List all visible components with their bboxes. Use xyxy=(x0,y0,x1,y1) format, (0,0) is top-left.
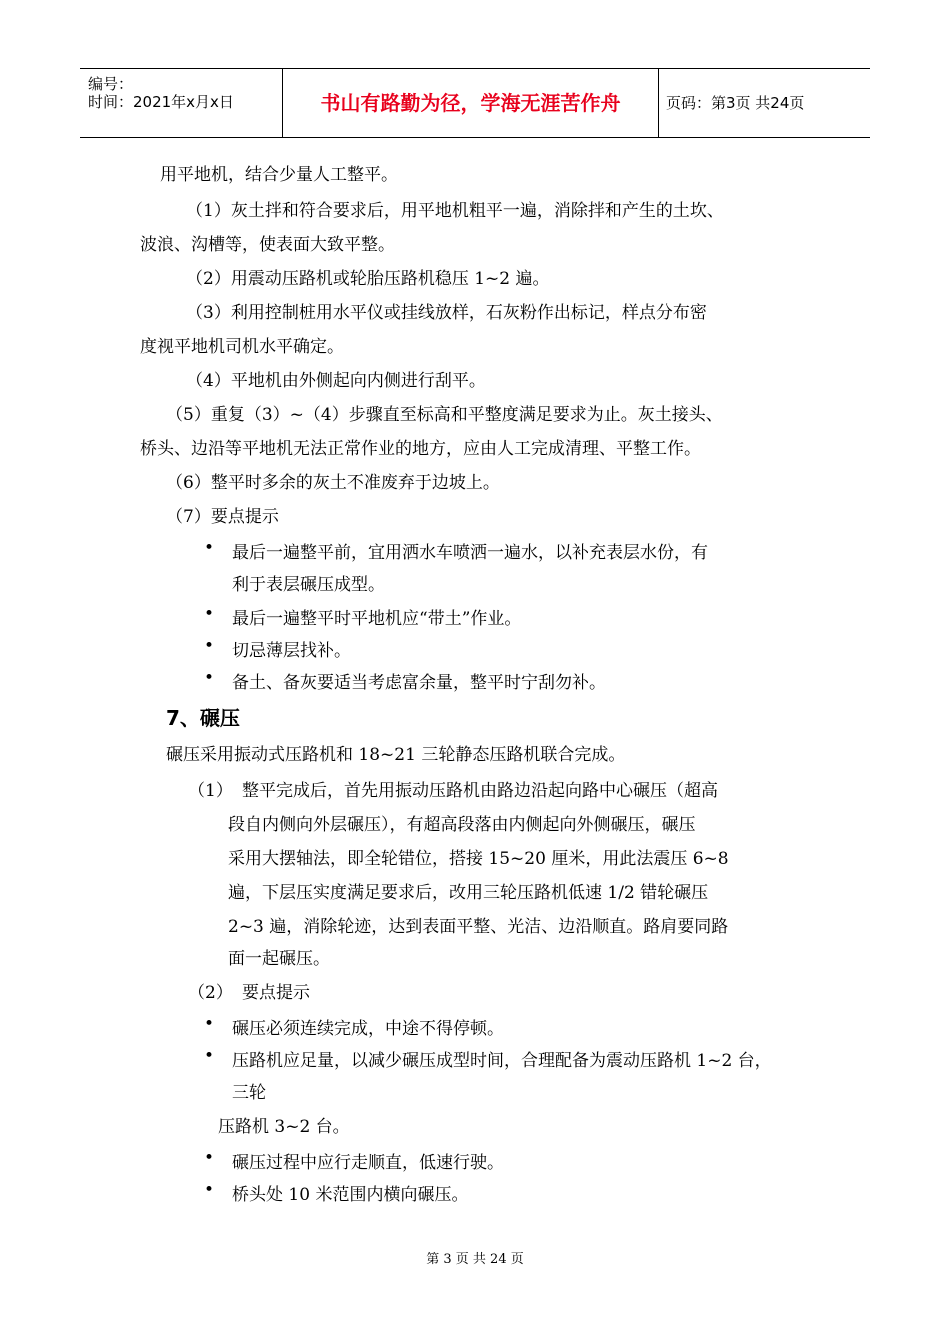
body-line: 遍，下层压实度满足要求后，改用三轮压路机低速 1/2 错轮碾压 xyxy=(228,883,709,903)
body-line: 用平地机，结合少量人工整平。 xyxy=(160,165,398,185)
body-line: 段自内侧向外层碾压），有超高段落由内侧起向外侧碾压，碾压 xyxy=(228,815,696,835)
bullet-dot: • xyxy=(204,1046,215,1066)
section-heading: 7、碾压 xyxy=(166,706,240,730)
list-item: 备土、备灰要适当考虑富余量，整平时宁刮勿补。 xyxy=(232,673,606,693)
body-line: 波浪、沟槽等，使表面大致平整。 xyxy=(140,235,395,255)
body-line: （5）重复（3）~（4）步骤直至标高和平整度满足要求为止。灰土接头、 xyxy=(166,405,723,425)
body-line: （6）整平时多余的灰土不准废弃于边坡上。 xyxy=(166,473,500,493)
document-number-label: 编号： xyxy=(88,75,134,93)
body-line: （7）要点提示 xyxy=(166,507,279,527)
body-line: （4）平地机由外侧起向内侧进行刮平。 xyxy=(186,371,486,391)
list-item: 压路机应足量，以减少碾压成型时间，合理配备为震动压路机 1~2 台， xyxy=(232,1051,772,1071)
body-line: 整平完成后，首先用振动压路机由路边沿起向路中心碾压（超高 xyxy=(242,781,718,801)
list-item: 碾压过程中应行走顺直，低速行驶。 xyxy=(232,1153,504,1173)
header-motto: 书山有路勤为径，学海无涯苦作舟 xyxy=(282,69,659,137)
header-meta xyxy=(80,69,282,137)
list-item: 压路机 3~2 台。 xyxy=(218,1117,350,1137)
page-footer: 第 3 页 共 24 页 xyxy=(426,1252,524,1267)
bullet-dot: • xyxy=(204,668,215,688)
body-line: （2）用震动压路机或轮胎压路机稳压 1~2 遍。 xyxy=(186,269,550,289)
document-date: 时间：2021年x月x日 xyxy=(88,93,234,111)
header-page-info: 页码：第3页 共24页 xyxy=(666,94,805,112)
body-line: 2~3 遍，消除轮迹，达到表面平整、光洁、边沿顺直。路肩要同路 xyxy=(228,917,729,937)
body-line: 碾压采用振动式压路机和 18~21 三轮静态压路机联合完成。 xyxy=(166,745,626,765)
list-item: 三轮 xyxy=(232,1083,266,1103)
body-line: 采用大摆轴法，即全轮错位，搭接 15~20 厘米，用此法震压 6~8 xyxy=(228,849,729,869)
bullet-dot: • xyxy=(204,1148,215,1168)
bullet-dot: • xyxy=(204,1180,215,1200)
body-line: （3）利用控制桩用水平仪或挂线放样，石灰粉作出标记，样点分布密 xyxy=(186,303,707,323)
numbered-label: （1） xyxy=(188,781,233,801)
body-line: 面一起碾压。 xyxy=(228,949,330,969)
list-item: 最后一遍整平前，宜用洒水车喷洒一遍水，以补充表层水份，有 xyxy=(232,543,708,563)
bullet-dot: • xyxy=(204,636,215,656)
list-item: 切忌薄层找补。 xyxy=(232,641,351,661)
body-line: （1）灰土拌和符合要求后，用平地机粗平一遍，消除拌和产生的土坎、 xyxy=(186,201,724,221)
numbered-label: （2） xyxy=(188,983,233,1003)
list-item: 利于表层碾压成型。 xyxy=(232,575,385,595)
page-header xyxy=(80,68,870,138)
bullet-dot: • xyxy=(204,1014,215,1034)
body-line: 度视平地机司机水平确定。 xyxy=(140,337,344,357)
list-item: 桥头处 10 米范围内横向碾压。 xyxy=(232,1185,469,1205)
body-line: 桥头、边沿等平地机无法正常作业的地方，应由人工完成清理、平整工作。 xyxy=(140,439,701,459)
list-item: 碾压必须连续完成，中途不得停顿。 xyxy=(232,1019,504,1039)
list-item: 最后一遍整平时平地机应“带土”作业。 xyxy=(232,609,522,629)
bullet-dot: • xyxy=(204,538,215,558)
body-line: 要点提示 xyxy=(242,983,310,1003)
bullet-dot: • xyxy=(204,604,215,624)
